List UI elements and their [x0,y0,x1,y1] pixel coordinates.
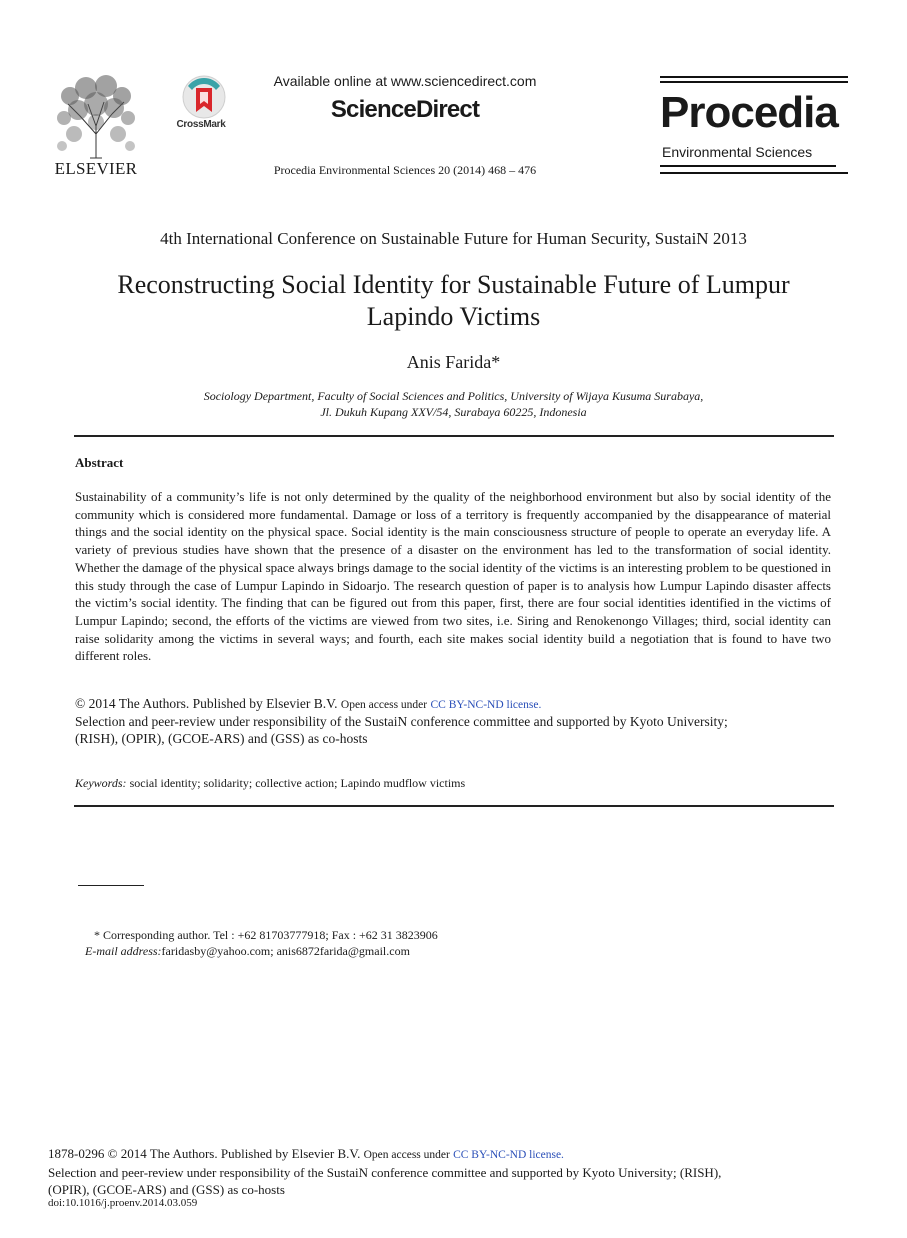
abstract-body: Sustainability of a community’s life is not only determined by the quality of the neighborhood environment but also by social identity of the community which is considered more fundamental. Damage or loss of a territory is frequently accompanied by the disappearance of material things and the social identity on the physical space. Social identity is the main consciousness structure of people to operate an everyday life. A variety of previous studies have shown that the presence of a disaster on the environment has led to the transformation of social identity. Whether the damage of the physical space always brings damage to the social identity of the victims is an interesting problem to be questioned in this study through the case of Lumpur Lapindo in Sidoarjo. The research question of paper is to analysis how Lumpur Lapindo disaster affects the victim’s social identity. The finding that can be figured out from this paper, first, there are four social identities identified in the victims of Lumpur Lapindo; second, the efforts of the victims are viewed from two sites, i.e. Siring and Renokenongo Villages; third, social identity can raise solidarity among the victims in several ways; and fourth, each site makes social identity build a negotiation that is found to have two different roles. [75,489,831,664]
paper-title-line-1: Reconstructing Social Identity for Sustainable Future of Lumpur [117,270,790,299]
page-footer [48,1145,848,1198]
peer-review-line-2: (RISH), (OPIR), (GCOE-ARS) and (GSS) as co-hosts [75,731,368,746]
author-name: Anis Farida* [406,352,501,372]
email-label: E-mail address: [85,944,162,958]
journal-reference: Procedia Environmental Sciences 20 (2014) 468 – 476 [273,163,537,177]
footer-license-link[interactable]: CC BY-NC-ND license. [453,1149,564,1161]
doi[interactable]: doi:10.1016/j.proenv.2014.03.059 [48,1197,198,1209]
procedia-subtitle: Environmental Sciences [662,144,813,160]
paper-title [80,269,827,333]
paper-title-line-2: Lapindo Victims [366,302,541,331]
keywords-label: Keywords: [75,776,127,790]
footer-issn-copyright: 1878-0296 © 2014 The Authors. Published by Elsevier B.V. [48,1146,361,1161]
footnote-rule [78,885,144,886]
peer-review-line-1: Selection and peer-review under responsibility of the SustaiN conference committee and supported by Kyoto University; [75,714,728,729]
crossmark-label: CrossMark [176,119,226,130]
copyright-text: © 2014 The Authors. Published by Elsevier B.V. [75,696,338,711]
abstract-copyright [75,696,831,712]
affiliation-line-2: Jl. Dukuh Kupang XXV/54, Surabaya 60225, Indonesia [320,405,587,419]
email-values: faridasby@yahoo.com; anis6872farida@gmail.com [161,944,410,958]
procedia-wordmark: Procedia [660,88,838,137]
abstract-heading: Abstract [75,455,124,470]
affiliation [120,388,787,420]
footer-peer-review-line-2: (OPIR), (GCOE-ARS) and (GSS) as co-hosts [48,1182,285,1197]
top-divider [74,435,834,437]
available-online-text: Available online at www.sciencedirect.com [273,73,537,89]
license-link[interactable]: CC BY-NC-ND license. [430,699,542,711]
bottom-divider [74,805,834,807]
corresponding-author: * Corresponding author. Tel : +62 81703777918; Fax : +62 31 3823906 [94,928,438,942]
conference-name: 4th International Conference on Sustainable Future for Human Security, SustaiN 2013 [160,229,747,248]
email-address [85,944,410,959]
elsevier-wordmark: ELSEVIER [54,159,138,178]
footer-copyright-line [48,1145,848,1164]
sciencedirect-logo: ScienceDirect [330,96,480,123]
affiliation-line-1: Sociology Department, Faculty of Social Sciences and Politics, University of Wijaya Kusuma Surabaya, [203,389,704,403]
footer-peer-review-line-1: Selection and peer-review under responsibility of the SustaiN conference committee and supported by Kyoto University; (RISH), [48,1165,722,1180]
procedia-logo [660,76,848,176]
keywords-values: social identity; solidarity; collective action; Lapindo mudflow victims [129,776,466,790]
keywords [75,776,831,791]
abstract-peer-review [75,713,795,747]
footer-open-access: Open access under [363,1149,450,1161]
open-access-text: Open access under [340,699,428,711]
